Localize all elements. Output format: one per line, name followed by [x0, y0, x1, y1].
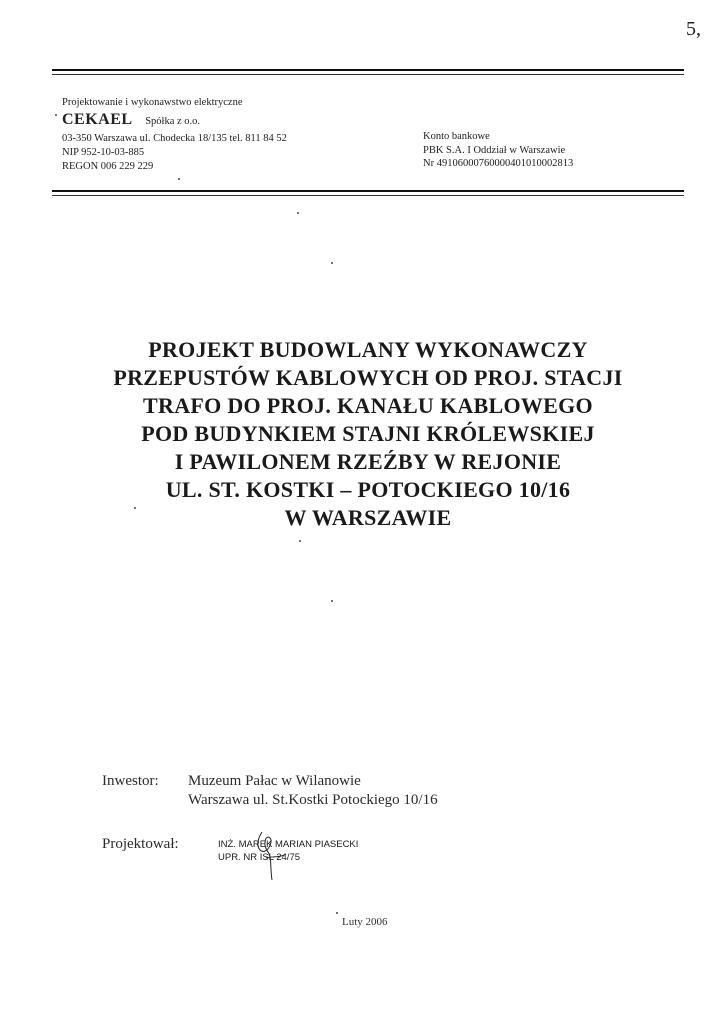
bank-name: PBK S.A. I Oddział w Warszawie: [423, 144, 566, 156]
title-line: PRZEPUSTÓW KABLOWYCH OD PROJ. STACJI: [113, 365, 623, 390]
company-info: [62, 96, 287, 174]
scan-speck: [299, 540, 301, 542]
bank-account-number: Nr 49106000760000401010002813: [423, 158, 574, 169]
company-nip: NIP 952-10-03-885: [62, 147, 145, 158]
scan-speck: [331, 600, 333, 602]
page-number: 5,: [686, 18, 701, 40]
scan-speck: [178, 178, 180, 180]
title-line: W WARSZAWIE: [284, 505, 452, 530]
investor-address: Warszawa ul. St.Kostki Potockiego 10/16: [188, 792, 438, 808]
header-bottom-rule-thin: [52, 195, 684, 196]
scan-speck: [297, 212, 299, 214]
title-line: PROJEKT BUDOWLANY WYKONAWCZY: [148, 337, 588, 362]
scan-speck: [55, 114, 57, 116]
title-line: I PAWILONEM RZEŹBY W REJONIE: [174, 449, 562, 474]
header-top-rule: [52, 69, 684, 71]
stamp-name: INŻ. MAREK MARIAN PIASECKI: [218, 839, 359, 850]
company-name: CEKAEL: [62, 111, 133, 128]
stamp-license: UPR. NR ISL 24/75: [218, 852, 301, 863]
bank-info: [423, 130, 573, 171]
company-regon: REGON 006 229 229: [62, 161, 154, 172]
header-bottom-rule: [52, 190, 684, 192]
header-top-rule-thin: [52, 74, 684, 75]
company-name-line: [62, 110, 287, 132]
bank-label: Konto bankowe: [423, 131, 490, 142]
company-service: Projektowanie i wykonawstwo elektryczne: [62, 97, 243, 108]
document-title: [52, 336, 684, 532]
investor-details: [188, 772, 438, 810]
scan-speck: [336, 912, 338, 914]
document-date: Luty 2006: [342, 916, 388, 928]
title-line: POD BUDYNKIEM STAJNI KRÓLEWSKIEJ: [141, 421, 595, 446]
title-line: TRAFO DO PROJ. KANAŁU KABLOWEGO: [143, 393, 593, 418]
scan-speck: [134, 507, 136, 509]
company-type: Spółka z o.o.: [145, 116, 201, 127]
signature: [240, 828, 310, 888]
company-address: 03-350 Warszawa ul. Chodecka 18/135 tel. 811 84 52: [62, 133, 287, 144]
scan-speck: [331, 262, 333, 264]
title-line: UL. ST. KOSTKI – POTOCKIEGO 10/16: [165, 477, 571, 502]
designer-label: Projektował:: [102, 836, 179, 852]
investor-label: Inwestor:: [102, 773, 159, 789]
investor-name: Muzeum Pałac w Wilanowie: [188, 773, 361, 789]
